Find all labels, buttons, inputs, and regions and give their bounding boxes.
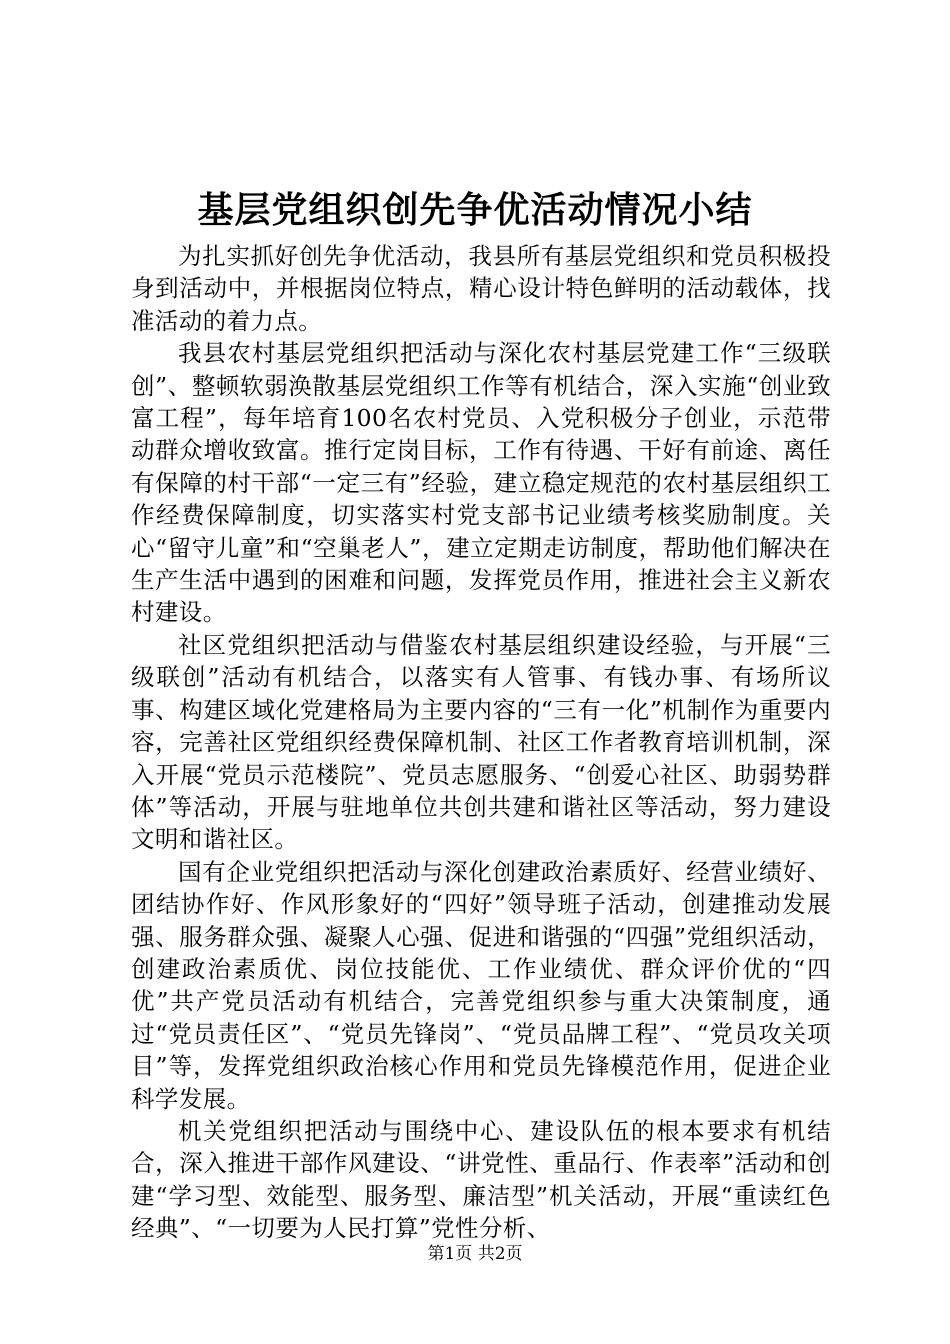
document-body <box>131 240 831 1245</box>
page-number-footer: 第1页 共2页 <box>427 1244 523 1264</box>
paragraph-government-organs: 机关党组织把活动与围绕中心、建设队伍的根本要求有机结合，深入推进干部作风建设、“讲党性、重品行、作表率”活动和创建“学习型、效能型、服务型、廉洁型”机关活动，开展“重读红色经典”、“一切要为人民打算”党性分析、 <box>131 1116 831 1243</box>
paragraph-state-enterprise: 国有企业党组织把活动与深化创建政治素质好、经营业绩好、团结协作好、作风形象好的“四好”领导班子活动，创建推动发展强、服务群众强、凝聚人心强、促进和谐强的“四强”党组织活动，创建政治素质优、岗位技能优、工作业绩优、群众评价优的“四优”共产党员活动有机结合，完善党组织参与重大决策制度，通过“党员责任区”、“党员先锋岗”、“党员品牌工程”、“党员攻关项目”等，发挥党组织政治核心作用和党员先锋模范作用，促进企业科学发展。 <box>131 857 831 1113</box>
paragraph-community: 社区党组织把活动与借鉴农村基层组织建设经验，与开展“三级联创”活动有机结合，以落实有人管事、有钱办事、有场所议事、构建区域化党建格局为主要内容的“三有一化”机制作为重要内容，完善社区党组织经费保障机制、社区工作者教育培训机制，深入开展“党员示范楼院”、党员志愿服务、“创爱心社区、助弱势群体”等活动，开展与驻地单位共创共建和谐社区等活动，努力建设文明和谐社区。 <box>131 630 831 854</box>
paragraph-intro: 为扎实抓好创先争优活动，我县所有基层党组织和党员积极投身到活动中，并根据岗位特点，精心设计特色鲜明的活动载体，找准活动的着力点。 <box>131 242 831 335</box>
document-title: 基层党组织创先争优活动情况小结 <box>197 189 753 231</box>
paragraph-rural: 我县农村基层党组织把活动与深化农村基层党建工作“三级联创”、整顿软弱涣散基层党组织工作等有机结合，深入实施“创业致富工程”，每年培育100名农村党员、入党积极分子创业，示范带动群众增收致富。推行定岗目标，工作有待遇、干好有前途、离任有保障的村干部“一定三有”经验，建立稳定规范的农村基层组织工作经费保障制度，切实落实村党支部书记业绩考核奖励制度。关心“留守儿童”和“空巢老人”，建立定期走访制度，帮助他们解决在生产生活中遇到的困难和问题，发挥党员作用，推进社会主义新农村建设。 <box>131 339 831 627</box>
